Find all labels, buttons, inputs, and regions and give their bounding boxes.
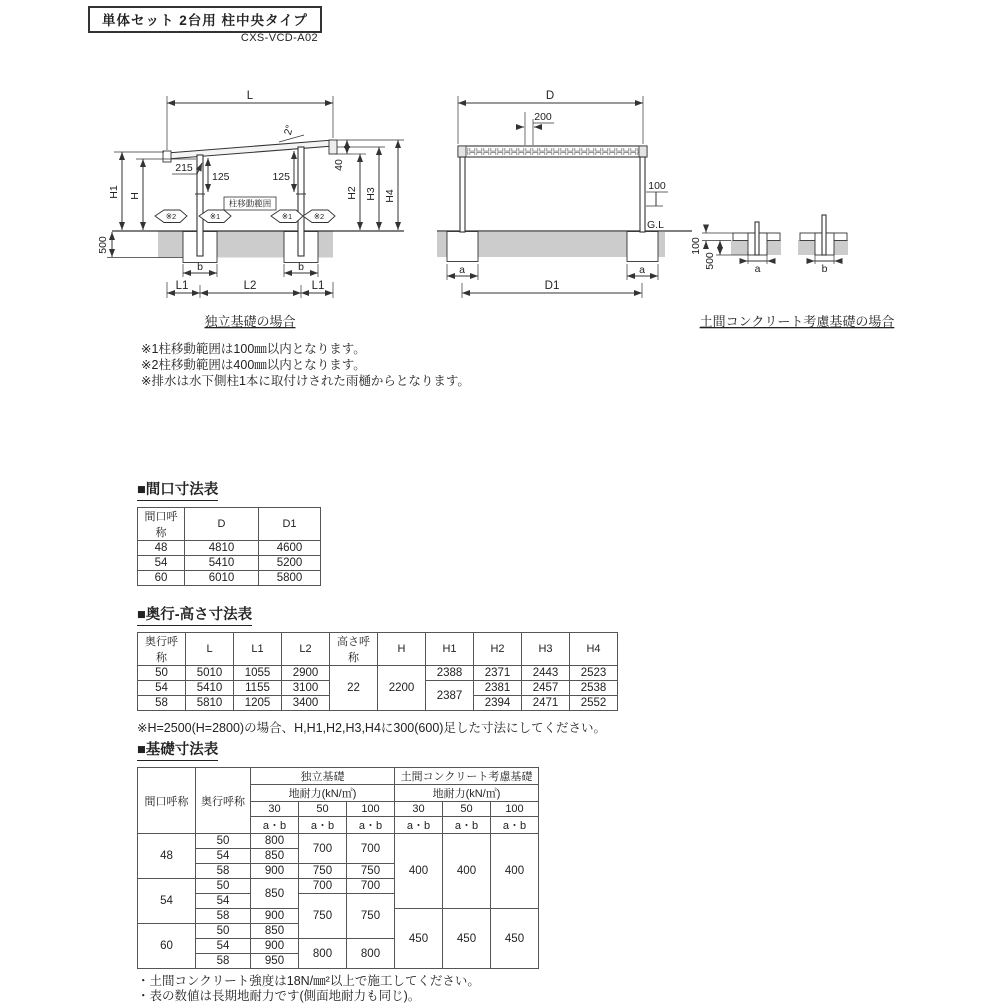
dim-b-right [284, 261, 318, 277]
pillar-range-box [224, 197, 276, 210]
dim-100-label: 100 [648, 180, 666, 192]
kiso-table-section [137, 738, 539, 1004]
table-cell: 5200 [259, 556, 321, 571]
table-cell: 50 [138, 666, 186, 681]
table-cell: 900 [251, 939, 299, 954]
table-cell: 850 [251, 924, 299, 939]
doma-detail-diagram [690, 215, 894, 329]
okuyuki-table-note: ※H=2500(H=2800)の場合、H,H1,H2,H3,H4に300(600)足した寸法にしてください。 [137, 721, 606, 735]
column-header: H3 [522, 633, 570, 666]
maguchi-table-section [137, 478, 321, 586]
column-header: 100 [347, 802, 395, 817]
column-header: 独立基礎 [251, 768, 395, 785]
table-cell: 2900 [282, 666, 330, 681]
column-header: a・b [251, 817, 299, 834]
column-header: a・b [395, 817, 443, 834]
dim-L-label: L [246, 90, 254, 102]
note-line: ※排水は水下側柱1本に取付けされた雨樋からとなります。 [141, 374, 470, 388]
table-cell: 3400 [282, 696, 330, 711]
table-cell: 60 [138, 924, 196, 969]
column-header: L2 [282, 633, 330, 666]
mark-2-left: ※2 [165, 212, 177, 221]
table-cell: 2443 [522, 666, 570, 681]
dim-L2-label: L2 [243, 280, 257, 292]
dim-H2 [346, 154, 366, 230]
table-cell: 2387 [426, 681, 474, 711]
column-header: 100 [491, 802, 539, 817]
dim-H1 [108, 152, 164, 230]
dim-125-left [208, 158, 230, 192]
dim-a-left [447, 264, 478, 280]
column-header: a・b [299, 817, 347, 834]
dim-L1-right-label: L1 [311, 280, 325, 292]
dim-D-label: D [545, 90, 555, 102]
column-header: 奥行呼称 [138, 633, 186, 666]
note-line: ※1柱移動範囲は100㎜以内となります。 [141, 342, 366, 356]
table-cell: 2200 [378, 666, 426, 711]
kiso-table-title: ■基礎寸法表 [137, 738, 218, 761]
dim-100 [646, 180, 668, 206]
front-view-diagram [437, 90, 692, 298]
table-cell: 900 [251, 864, 299, 879]
table-cell: 2371 [474, 666, 522, 681]
dim-a-right-label: a [639, 264, 645, 276]
table-cell: 58 [196, 954, 251, 969]
dim-b-left-label: b [197, 261, 203, 273]
table-cell: 2471 [522, 696, 570, 711]
table-cell: 700 [347, 879, 395, 894]
roof-beam [458, 146, 647, 157]
column-header: a・b [443, 817, 491, 834]
dim-b-doma-label: b [821, 263, 828, 275]
table-cell: 54 [196, 939, 251, 954]
detail-post-right [822, 215, 826, 255]
dim-H4-label: H4 [384, 189, 396, 203]
table-cell: 2381 [474, 681, 522, 696]
side-view-caption: 独立基礎の場合 [204, 314, 296, 329]
table-cell: 48 [138, 541, 185, 556]
dim-200-label: 200 [534, 111, 552, 123]
column-header: 30 [251, 802, 299, 817]
dim-125-right-label: 125 [272, 171, 290, 183]
column-header: H [378, 633, 426, 666]
table-cell: 800 [299, 939, 347, 969]
table-cell: 2388 [426, 666, 474, 681]
table-cell: 750 [347, 864, 395, 879]
table-cell: 54 [196, 849, 251, 864]
footer-note-line: ・土間コンクリート強度は18N/㎜²以上で施工してください。 [137, 974, 480, 988]
table-cell: 54 [138, 681, 186, 696]
table-cell: 700 [299, 879, 347, 894]
column-header: 地耐力(kN/㎡) [395, 785, 539, 802]
table-cell: 750 [347, 894, 395, 939]
note-line: ※2柱移動範囲は400㎜以内となります。 [141, 358, 366, 372]
pillar-range-label: 柱移動範囲 [228, 198, 272, 209]
table-cell: 400 [491, 834, 539, 909]
technical-drawings [80, 70, 980, 338]
column-header: a・b [347, 817, 395, 834]
post-left [197, 155, 203, 256]
footing-left [447, 232, 478, 262]
table-cell: 900 [251, 909, 299, 924]
product-type-badge: 単体セット 2台用 柱中央タイプ [88, 6, 322, 33]
model-number: CXS-VCD-A02 [240, 32, 318, 44]
table-cell: 400 [443, 834, 491, 909]
dim-500-doma-label: 500 [704, 252, 716, 270]
table-cell: 58 [196, 864, 251, 879]
dim-a-doma-label: a [754, 263, 761, 275]
table-cell: 2552 [570, 696, 618, 711]
dim-200 [516, 111, 554, 145]
move-range-arrows [155, 210, 335, 223]
footer-note-line: ・表の数値は長期地耐力です(側面地耐力も同じ)。 [137, 989, 421, 1003]
table-cell: 750 [299, 894, 347, 939]
table-cell: 700 [347, 834, 395, 864]
column-header: 30 [395, 802, 443, 817]
column-header: L [186, 633, 234, 666]
column-header: 土間コンクリート考慮基礎 [395, 768, 539, 785]
dim-a-left-label: a [459, 264, 465, 276]
dim-125-left-label: 125 [212, 171, 230, 183]
table-cell: 60 [138, 571, 185, 586]
mark-1-left: ※1 [209, 212, 221, 221]
table-cell: 5010 [186, 666, 234, 681]
dim-a-right [627, 264, 658, 280]
table-cell: 2457 [522, 681, 570, 696]
column-header: H1 [426, 633, 474, 666]
dim-40-label: 40 [333, 159, 345, 171]
mark-1-right: ※1 [281, 212, 293, 221]
table-cell: 450 [395, 909, 443, 969]
dim-L1-left-label: L1 [175, 280, 189, 292]
doma-caption: 土間コンクリート考慮基礎の場合 [699, 314, 895, 329]
dim-215-label: 215 [175, 162, 193, 174]
table-cell: 2538 [570, 681, 618, 696]
table-cell: 50 [196, 834, 251, 849]
table-cell: 54 [138, 879, 196, 924]
okuyuki-table-title: ■奥行-高さ寸法表 [137, 603, 252, 626]
table-cell: 5810 [186, 696, 234, 711]
post-right [640, 157, 645, 232]
table-cell: 5410 [186, 681, 234, 696]
table-cell: 50 [196, 924, 251, 939]
column-header: 高さ呼称 [330, 633, 378, 666]
table-cell: 4600 [259, 541, 321, 556]
table-cell: 22 [330, 666, 378, 711]
roof-slope-angle [279, 124, 304, 142]
dim-125-right [272, 151, 294, 192]
table-cell: 3100 [282, 681, 330, 696]
table-cell: 48 [138, 834, 196, 879]
side-view-diagram [97, 90, 404, 329]
table-cell: 5800 [259, 571, 321, 586]
table-cell: 2523 [570, 666, 618, 681]
column-header: 奥行呼称 [196, 768, 251, 834]
dim-L1-L2 [167, 280, 333, 298]
okuyuki-table-section [137, 603, 618, 736]
table-cell: 54 [196, 894, 251, 909]
column-header: 間口呼称 [138, 768, 196, 834]
column-header: D1 [259, 508, 321, 541]
angle-label: 2° [281, 123, 297, 137]
footing-right [627, 232, 658, 262]
kiso-table [137, 767, 539, 969]
dim-H-label: H [129, 192, 141, 200]
column-header: H2 [474, 633, 522, 666]
table-cell: 1155 [234, 681, 282, 696]
column-header: 50 [299, 802, 347, 817]
dim-H1-label: H1 [108, 185, 120, 199]
table-cell: 58 [196, 909, 251, 924]
diagram-notes [141, 341, 470, 389]
post-left [460, 157, 465, 232]
table-cell: 5410 [185, 556, 259, 571]
table-cell: 450 [491, 909, 539, 969]
column-header: 50 [443, 802, 491, 817]
table-cell: 450 [443, 909, 491, 969]
maguchi-table-title: ■間口寸法表 [137, 478, 218, 501]
dim-H2-label: H2 [346, 186, 358, 200]
table-cell: 50 [196, 879, 251, 894]
table-cell: 850 [251, 879, 299, 909]
table-cell: 1205 [234, 696, 282, 711]
column-header: L1 [234, 633, 282, 666]
dim-b-right-label: b [298, 261, 304, 273]
column-header: H4 [570, 633, 618, 666]
table-cell: 1055 [234, 666, 282, 681]
dim-D1-label: D1 [544, 280, 560, 292]
dim-b-left [183, 261, 217, 277]
table-cell: 800 [251, 834, 299, 849]
post-right [298, 147, 304, 256]
table-cell: 950 [251, 954, 299, 969]
column-header: 間口呼称 [138, 508, 185, 541]
table-cell: 700 [299, 834, 347, 864]
table-cell: 4810 [185, 541, 259, 556]
dim-L [167, 90, 333, 150]
table-cell: 800 [347, 939, 395, 969]
maguchi-table [137, 507, 321, 586]
table-cell: 58 [138, 696, 186, 711]
dim-D1 [462, 280, 642, 298]
table-cell: 400 [395, 834, 443, 909]
table-cell: 850 [251, 849, 299, 864]
table-cell: 6010 [185, 571, 259, 586]
table-cell: 750 [299, 864, 347, 879]
table-cell: 54 [138, 556, 185, 571]
detail-post-left [755, 222, 759, 255]
dim-100-doma-label: 100 [690, 237, 702, 255]
dim-100-doma [690, 226, 733, 255]
column-header: D [185, 508, 259, 541]
ground-level-label: G.L [647, 219, 664, 231]
table-cell: 2394 [474, 696, 522, 711]
column-header: a・b [491, 817, 539, 834]
column-header: 地耐力(kN/㎡) [251, 785, 395, 802]
dim-H3-label: H3 [365, 187, 377, 201]
dim-500-label: 500 [97, 236, 109, 254]
okuyuki-table [137, 632, 618, 711]
mark-2-right: ※2 [313, 212, 325, 221]
